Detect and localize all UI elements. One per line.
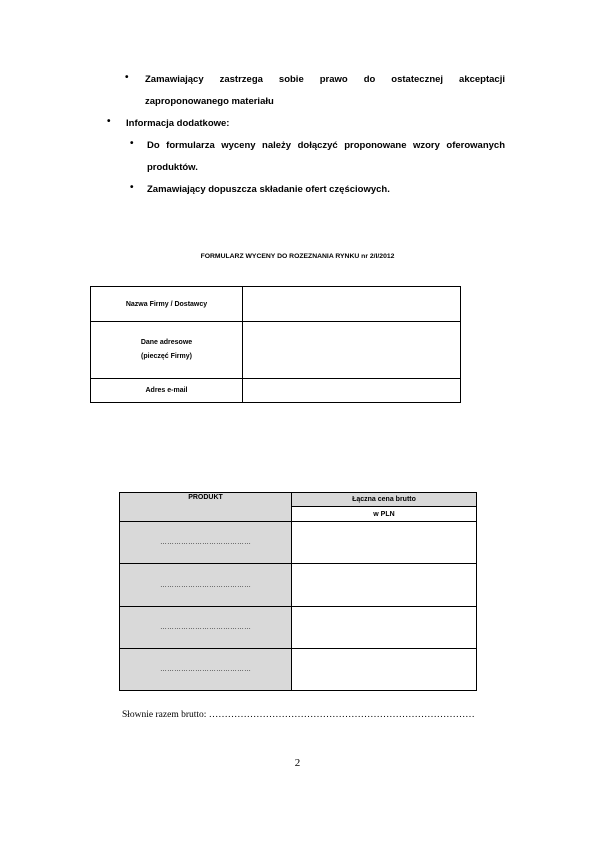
price-field[interactable] xyxy=(292,522,477,564)
price-field[interactable] xyxy=(292,564,477,607)
bullet-icon: • xyxy=(130,182,134,193)
address-label xyxy=(91,322,243,379)
list-item-attach-samples: Do formularza wyceny należy dołączyć proponowane wzory oferowanych xyxy=(147,140,505,151)
list-item-attach-samples-cont: produktów. xyxy=(147,162,198,173)
price-field[interactable] xyxy=(292,607,477,649)
table-row xyxy=(120,649,477,691)
list-item-acceptance: Zamawiający zastrzega sobie prawo do ostatecznej akceptacji xyxy=(145,74,505,85)
list-item-partial-offers: Zamawiający dopuszcza składanie ofert częściowych. xyxy=(147,184,390,195)
address-label-line1: Dane adresowe xyxy=(140,339,193,346)
address-label-line2: (pieczęć Firmy) xyxy=(141,353,192,360)
table-row xyxy=(120,607,477,649)
list-item-acceptance-cont: zaproponowanego materiału xyxy=(145,96,274,107)
page-number: 2 xyxy=(294,757,301,769)
table-row xyxy=(91,287,461,322)
address-field[interactable] xyxy=(243,322,461,379)
product-name-field[interactable]: ………………………………… xyxy=(120,522,292,564)
table-row xyxy=(120,564,477,607)
product-column-header: PRODUKT xyxy=(120,493,292,522)
table-row xyxy=(91,379,461,403)
list-heading-additional-info: Informacja dodatkowe: xyxy=(126,118,230,129)
currency-header: w PLN xyxy=(292,507,477,522)
table-row xyxy=(91,322,461,379)
bullet-icon: • xyxy=(125,72,129,83)
product-name-field[interactable]: ………………………………… xyxy=(120,649,292,691)
amount-in-words-line[interactable]: Słownie razem brutto: ………………………………………………………………………… xyxy=(122,710,475,720)
company-name-field[interactable] xyxy=(243,287,461,322)
email-label: Adres e-mail xyxy=(91,379,243,403)
table-header-row xyxy=(120,493,477,507)
form-title: FORMULARZ WYCENY DO ROZEZNANIA RYNKU nr 2/I/2012 xyxy=(200,253,395,260)
price-column-header: Łączna cena brutto xyxy=(292,493,477,507)
company-info-table xyxy=(90,286,461,403)
product-name-field[interactable]: ………………………………… xyxy=(120,607,292,649)
product-name-field[interactable]: ………………………………… xyxy=(120,564,292,607)
email-field[interactable] xyxy=(243,379,461,403)
table-row xyxy=(120,522,477,564)
company-name-label: Nazwa Firmy / Dostawcy xyxy=(91,287,243,322)
price-field[interactable] xyxy=(292,649,477,691)
bullet-icon: • xyxy=(130,138,134,149)
product-table xyxy=(119,492,477,691)
bullet-icon: • xyxy=(107,116,111,127)
